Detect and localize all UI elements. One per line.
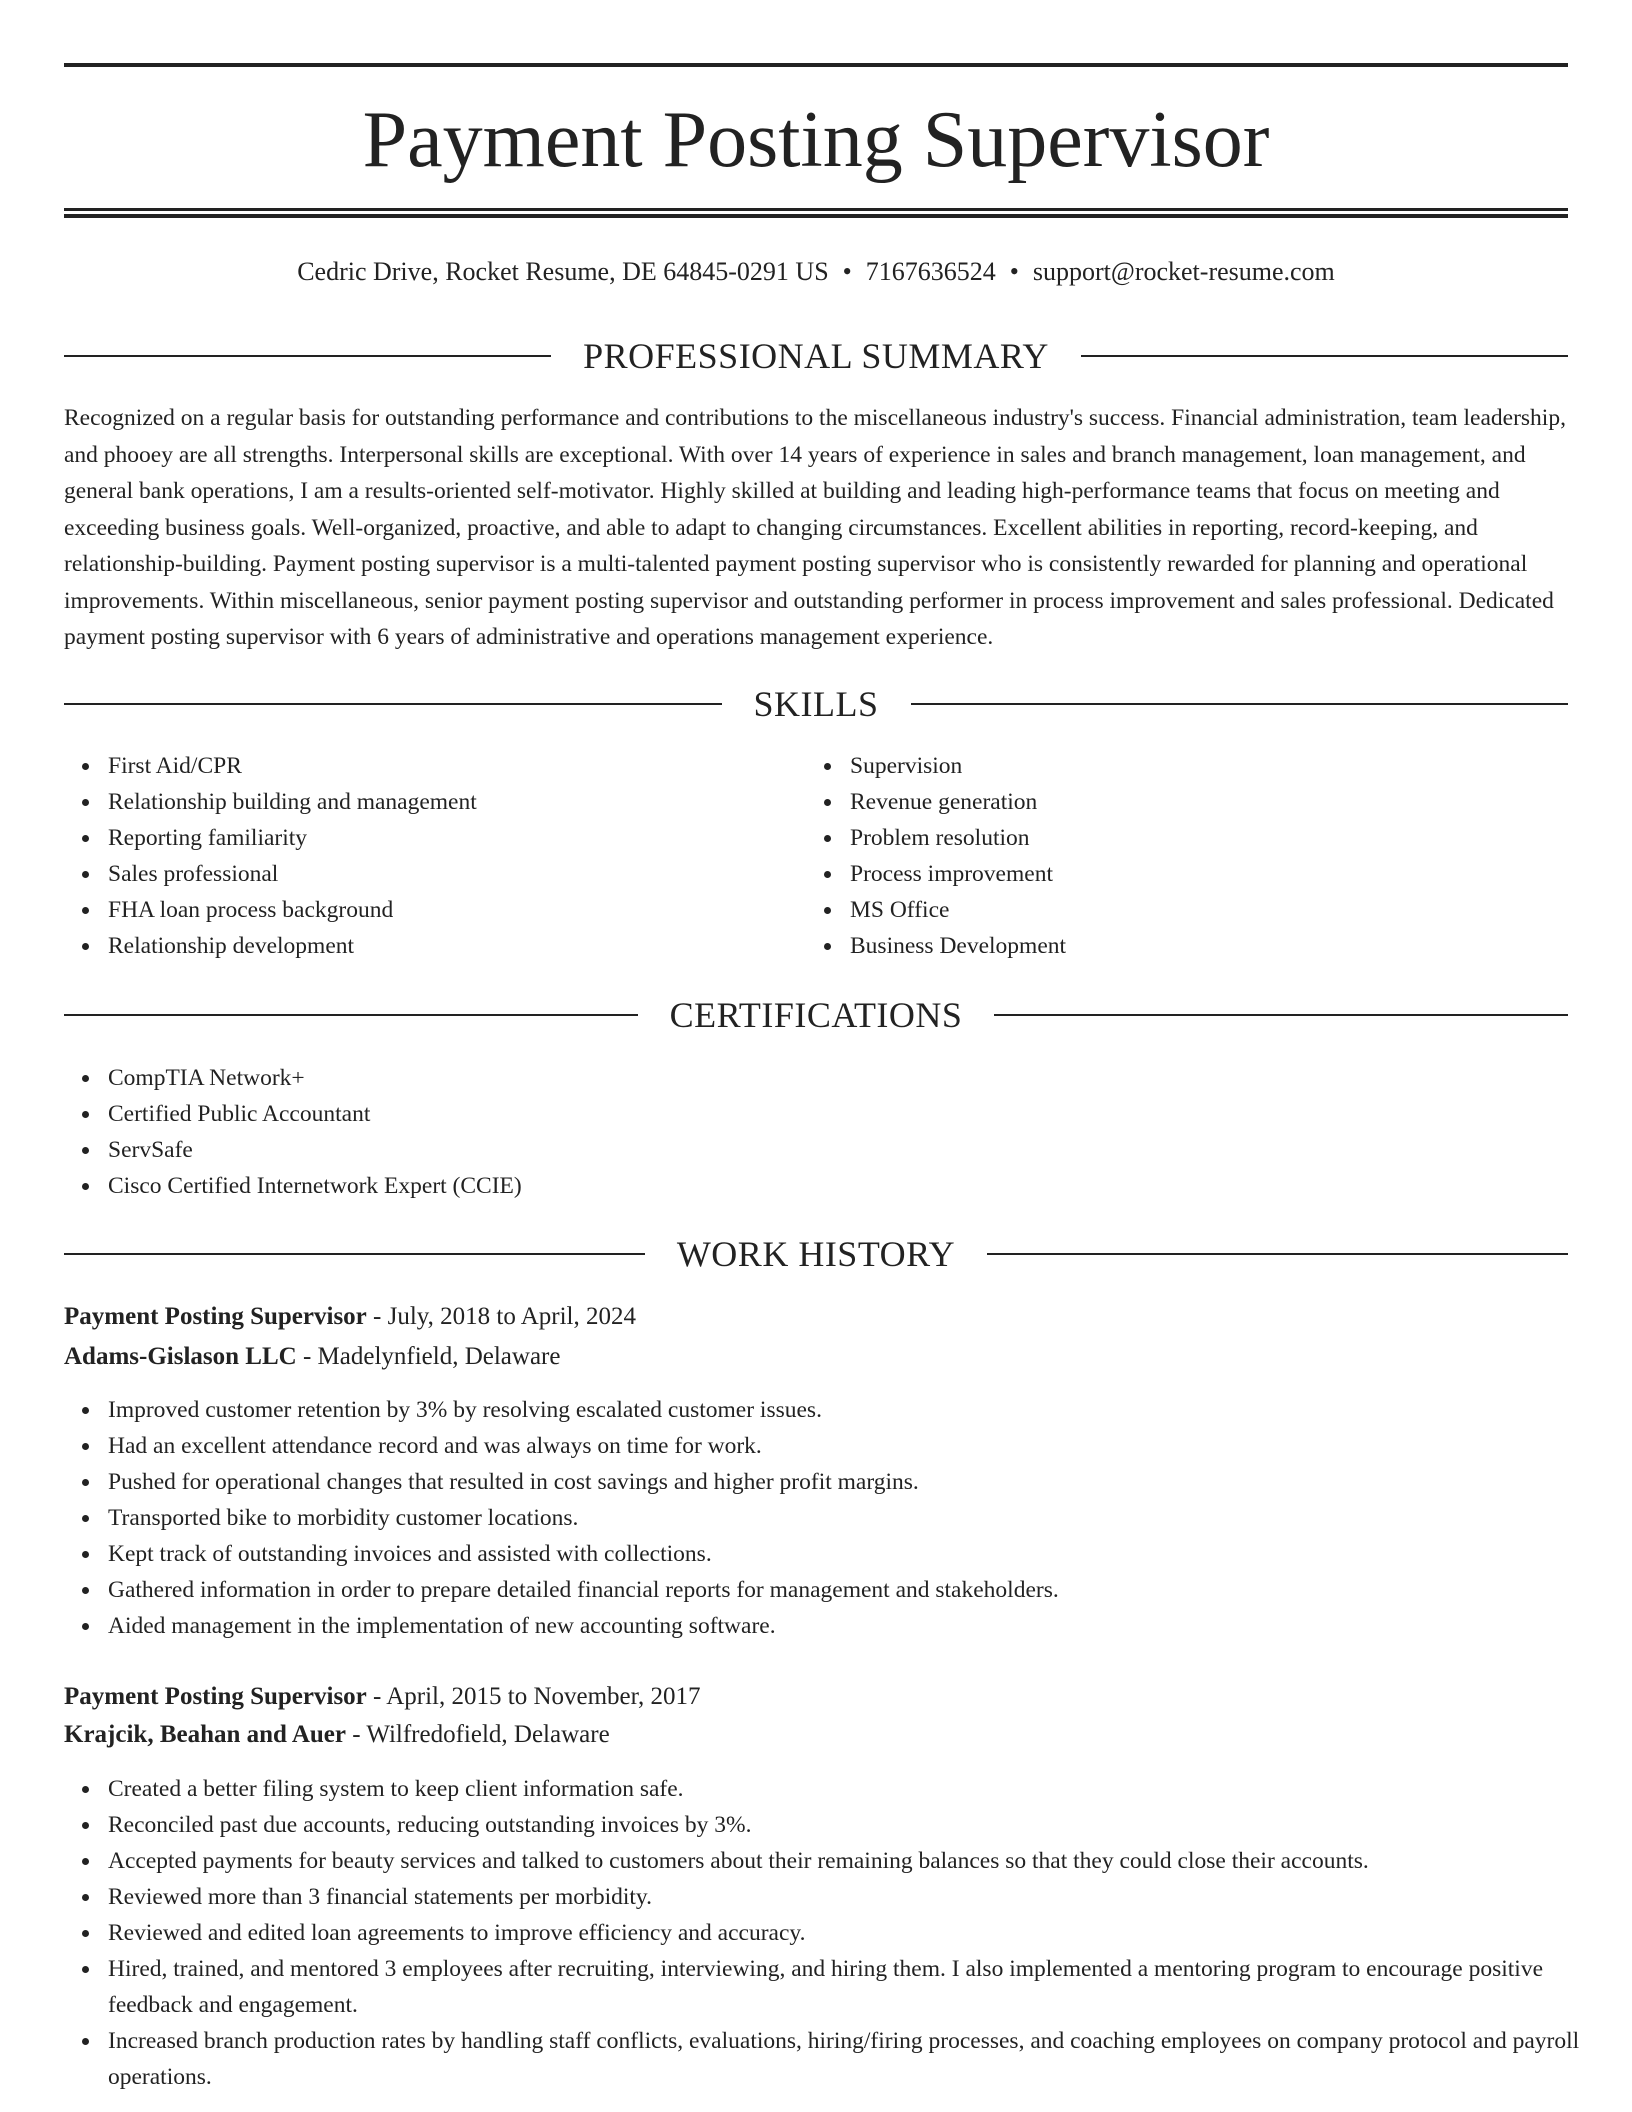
skill-item: FHA loan process background — [108, 892, 808, 928]
contact-address: Cedric Drive, Rocket Resume, DE 64845-0291 US — [297, 257, 829, 286]
certification-item: Cisco Certified Internetwork Expert (CCIE) — [108, 1168, 1612, 1204]
job-bullets — [64, 1392, 1612, 1644]
job-title-line — [64, 1298, 1568, 1336]
job-bullet: Had an excellent attendance record and was always on time for work. — [108, 1428, 1612, 1464]
job-bullet: Pushed for operational changes that resulted in cost savings and higher profit margins. — [108, 1464, 1612, 1500]
job-bullet: Kept track of outstanding invoices and assisted with collections. — [108, 1536, 1612, 1572]
section-rule — [64, 703, 722, 705]
job-location: - Wilfredofield, Delaware — [345, 1721, 610, 1748]
certification-item: ServSafe — [108, 1132, 1612, 1168]
job-bullet: Created a better filing system to keep client information safe. — [108, 1771, 1612, 1807]
skill-item: MS Office — [850, 892, 1550, 928]
job-bullet: Reviewed and edited loan agreements to improve efficiency and accuracy. — [108, 1915, 1612, 1951]
section-title: CERTIFICATIONS — [669, 995, 963, 1035]
contact-separator: • — [842, 257, 852, 286]
skill-item: Problem resolution — [850, 820, 1550, 856]
job-company: Krajcik, Beahan and Auer — [64, 1721, 346, 1748]
section-rule — [987, 1253, 1568, 1255]
certification-item: Certified Public Accountant — [108, 1096, 1612, 1132]
job-bullet: Transported bike to morbidity customer locations. — [108, 1500, 1612, 1536]
section-rule — [64, 1014, 638, 1016]
skill-item: Reporting familiarity — [108, 820, 808, 856]
job-company-line — [64, 1338, 1568, 1376]
skill-item: Revenue generation — [850, 784, 1550, 820]
contact-email: support@rocket-resume.com — [1032, 257, 1335, 286]
job-company: Adams-Gislason LLC — [64, 1343, 297, 1370]
job-title: Payment Posting Supervisor — [64, 1303, 367, 1330]
section-rule — [64, 1253, 645, 1255]
section-rule — [911, 703, 1569, 705]
skill-item: Relationship building and management — [108, 784, 808, 820]
section-header-summary — [64, 334, 1568, 378]
certification-item: CompTIA Network+ — [108, 1060, 1612, 1096]
top-rule — [64, 63, 1568, 67]
section-rule — [994, 1014, 1568, 1016]
skill-item: First Aid/CPR — [108, 748, 808, 784]
contact-phone: 7167636524 — [865, 257, 996, 286]
section-header-work-history — [64, 1232, 1568, 1276]
job-bullet: Improved customer retention by 3% by resolving escalated customer issues. — [108, 1392, 1612, 1428]
job-bullet: Reconciled past due accounts, reducing outstanding invoices by 3%. — [108, 1807, 1612, 1843]
job-bullets — [64, 1771, 1612, 2095]
skill-item: Business Development — [850, 928, 1550, 964]
job-location: - Madelynfield, Delaware — [296, 1343, 561, 1370]
job-dates: - July, 2018 to April, 2024 — [366, 1303, 636, 1330]
contact-line — [64, 254, 1568, 290]
skill-item: Relationship development — [108, 928, 808, 964]
certifications-list — [64, 1060, 1612, 1204]
job-bullet: Reviewed more than 3 financial statements per morbidity. — [108, 1879, 1612, 1915]
title-double-rule — [64, 208, 1568, 218]
section-rule — [1081, 355, 1568, 357]
job-bullet: Hired, trained, and mentored 3 employees after recruiting, interviewing, and hiring them. I also implemented a mentoring program to encourage positive feedback and engagement. — [108, 1951, 1612, 2023]
job-dates: - April, 2015 to November, 2017 — [366, 1683, 701, 1710]
job-bullet: Aided management in the implementation of new accounting software. — [108, 1608, 1612, 1644]
skill-item: Sales professional — [108, 856, 808, 892]
contact-separator: • — [1009, 257, 1019, 286]
job-company-line — [64, 1716, 1568, 1754]
section-header-skills — [64, 682, 1568, 726]
job-bullet: Increased branch production rates by handling staff conflicts, evaluations, hiring/firing processes, and coaching employees on company protocol and payroll operations. — [108, 2023, 1612, 2095]
summary-paragraph: Recognized on a regular basis for outstanding performance and contributions to the miscellaneous industry's success. Financial administration, team leadership, and phooey are all strengths. Interpersonal skills are exceptional. With over 14 years of experience in sales and branch management, loan management, and general bank operations, I am a results-oriented self-motivator. Highly skilled at building and leading high-performance teams that focus on meeting and exceeding business goals. Well-organized, proactive, and able to adapt to changing circumstances. Excellent abilities in reporting, record-keeping, and relationship-building. Payment posting supervisor is a multi-talented payment posting supervisor who is consistently rewarded for planning and operational improvements. Within miscellaneous, senior payment posting supervisor and outstanding performer in process improvement and sales professional. Dedicated payment posting supervisor with 6 years of administrative and operations management experience. — [64, 405, 1566, 650]
skills-list-right — [806, 748, 1550, 964]
resume-title: Payment Posting Supervisor — [362, 96, 1270, 184]
section-header-certifications — [64, 993, 1568, 1037]
skill-item: Process improvement — [850, 856, 1550, 892]
job-bullet: Accepted payments for beauty services and talked to customers about their remaining balances so that they could close their accounts. — [108, 1843, 1612, 1879]
job-title: Payment Posting Supervisor — [64, 1683, 367, 1710]
skill-item: Supervision — [850, 748, 1550, 784]
skills-list-left — [64, 748, 808, 964]
section-title: PROFESSIONAL SUMMARY — [583, 336, 1049, 376]
section-rule — [64, 355, 551, 357]
job-title-line — [64, 1678, 1568, 1716]
section-title: WORK HISTORY — [676, 1234, 956, 1274]
section-title: SKILLS — [753, 684, 879, 724]
job-bullet: Gathered information in order to prepare detailed financial reports for management and stakeholders. — [108, 1572, 1612, 1608]
